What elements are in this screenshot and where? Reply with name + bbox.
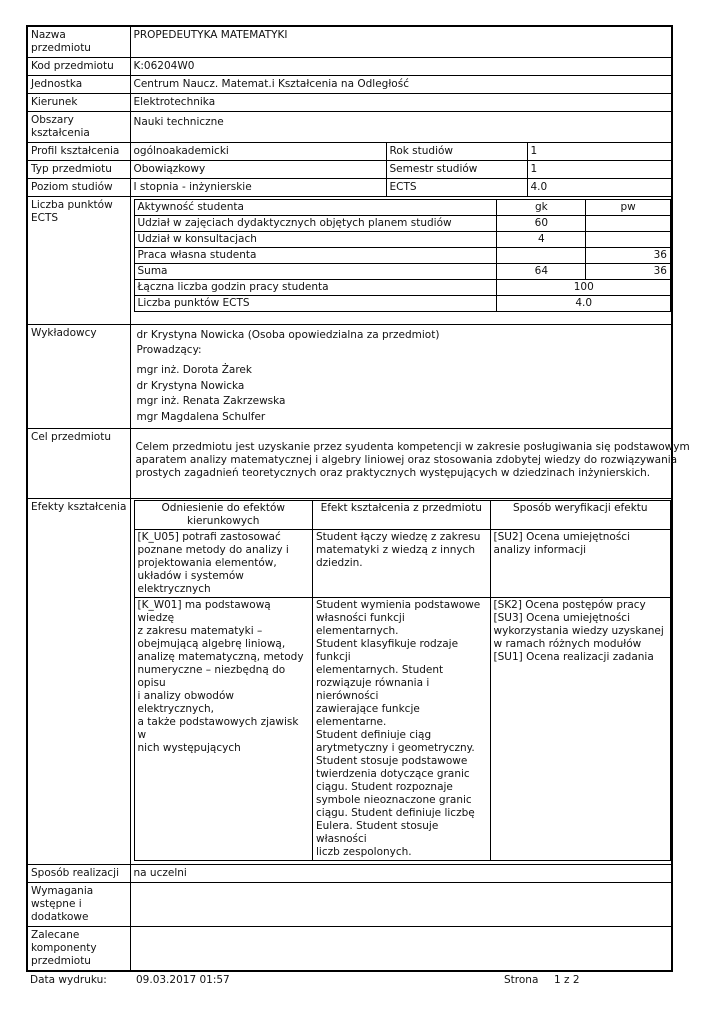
- efekty-header-row: [134, 501, 671, 530]
- ects-row: Praca własna studenta 36: [134, 248, 671, 264]
- value-wymagania: [130, 883, 672, 927]
- label-obszary: Obszary kształcenia: [27, 112, 130, 143]
- label-jednostka: Jednostka: [27, 76, 130, 94]
- row-cel: [27, 429, 672, 499]
- lecturer-name: dr Krystyna Nowicka: [136, 379, 245, 392]
- label-kod: Kod przedmiotu: [27, 58, 130, 76]
- ects-header-gk: gk: [497, 200, 586, 216]
- value-zalecane: [130, 927, 672, 972]
- row-kierunek: [27, 94, 672, 112]
- ects-total-hours-row: Łączna liczba godzin pracy studenta 100: [134, 280, 671, 296]
- efekty-verify: [SK2] Ocena postępów pracy [SU3] Ocena umiejętności wykorzystania wiedzy uzyskanej w ramach różnych modułów [SU1] Ocena realizacji zadania: [490, 598, 670, 861]
- efekty-effect: Student wymienia podstawowe własności funkcji elementarnych. Student klasyfikuje rodzaje funkcji elementarnych. Student rozwiązuje równania i nierówności zawierające funkcje elementarne. Student definiuje ciąg arytmetyczny i geometryczny. Student stosuje podstawowe twierdzenia dotyczące granic ciągu. Student rozpoznaje symbole nieoznaczone granic ciągu. Student definiuje liczbę Eulera. Student stosuje własności liczb zespolonych.: [313, 598, 491, 861]
- cel-text: Celem przedmiotu jest uzyskanie przez syudenta kompetencji w zakresie posługiwania się podstawowym aparatem analizy matematycznej i algebry liniowej oraz stosowania zdobytej wiedzy do rozwiązywania prostych zagadnień teoretycznych oraz praktycznych występujących w dziedzinach inżynierskich.: [130, 429, 672, 499]
- value-profil: ogólnoakademicki: [130, 143, 386, 161]
- row-efekty: [27, 499, 672, 865]
- label-wymagania: Wymagania wstępne i dodatkowe: [27, 883, 130, 927]
- label-cel: Cel przedmiotu: [27, 429, 130, 499]
- wykladowcy-block: [130, 325, 672, 429]
- ects-row: Suma 64 36: [134, 264, 671, 280]
- label-semestr: Semestr studiów: [386, 161, 527, 179]
- efekty-row: [134, 598, 671, 861]
- ects-table: [134, 199, 672, 312]
- value-ects: 4.0: [527, 179, 672, 197]
- ects-header-activity: Aktywność studenta: [134, 200, 497, 216]
- label-kierunek: Kierunek: [27, 94, 130, 112]
- responsible-person: dr Krystyna Nowicka (Osoba opowiedzialna za przedmiot): [136, 329, 440, 341]
- label-poziom: Poziom studiów: [27, 179, 130, 197]
- row-typ: [27, 161, 672, 179]
- label-liczba-ects: Liczba punktów ECTS: [27, 197, 130, 325]
- lecturer-name: mgr inż. Dorota Żarek: [136, 364, 252, 376]
- print-date-value: 09.03.2017 01:57: [136, 974, 230, 986]
- row-profil: [27, 143, 672, 161]
- row-sposob: [27, 865, 672, 883]
- label-nazwa: Nazwa przedmiotu: [27, 26, 130, 58]
- efekty-effect: Student łączy wiedzę z zakresu matematyki z wiedzą z innych dziedzin.: [313, 530, 491, 598]
- row-wymagania: [27, 883, 672, 927]
- efekty-ref: [K_W01] ma podstawową wiedzę z zakresu matematyki – obejmującą algebrę liniową, analizę matematyczną, metody numeryczne – niezbędną do opisu i analizy obwodów elektrycznych, a także podstawowych zjawisk w nich występujących: [134, 598, 313, 861]
- value-poziom: I stopnia - inżynierskie: [130, 179, 386, 197]
- value-rok: 1: [527, 143, 672, 161]
- course-table: [26, 25, 690, 972]
- efekty-verify: [SU2] Ocena umiejętności analizy informacji: [490, 530, 670, 598]
- value-semestr: 1: [527, 161, 672, 179]
- lecturer-name: mgr inż. Renata Zakrzewska: [136, 395, 286, 407]
- label-rok: Rok studiów: [386, 143, 527, 161]
- value-jednostka: Centrum Naucz. Matemat.i Kształcenia na Odległość: [130, 76, 672, 94]
- value-kod: K:06204W0: [130, 58, 672, 76]
- value-nazwa: PROPEDEUTYKA MATEMATYKI: [130, 26, 672, 58]
- row-kod: [27, 58, 672, 76]
- ects-header-row: [134, 200, 671, 216]
- row-zalecane: [27, 927, 672, 972]
- label-efekty: Efekty kształcenia: [27, 499, 130, 865]
- value-sposob: na uczelni: [130, 865, 672, 883]
- row-wykladowcy: [27, 325, 672, 429]
- ects-header-pw: pw: [586, 200, 671, 216]
- efekty-header-ref: Odniesienie do efektów kierunkowych: [134, 501, 313, 530]
- label-typ: Typ przedmiotu: [27, 161, 130, 179]
- efekty-header-verify: Sposób weryfikacji efektu: [490, 501, 670, 530]
- label-sposob: Sposób realizacji: [27, 865, 130, 883]
- efekty-table: [134, 500, 672, 861]
- efekty-row: [134, 530, 671, 598]
- ects-row: Udział w konsultacjach 4: [134, 232, 671, 248]
- row-jednostka: [27, 76, 672, 94]
- ects-total-points-row: Liczba punktów ECTS 4.0: [134, 296, 671, 312]
- lecturer-name: mgr Magdalena Schulfer: [136, 410, 266, 423]
- row-poziom: [27, 179, 672, 197]
- row-ects-table: [27, 197, 672, 325]
- course-card: [26, 25, 690, 972]
- row-obszary: [27, 112, 672, 143]
- label-ects: ECTS: [386, 179, 527, 197]
- label-zalecane: Zalecane komponenty przedmiotu: [27, 927, 130, 972]
- page-number: 1 z 2: [554, 974, 580, 986]
- print-date-label: Data wydruku:: [30, 974, 107, 986]
- value-kierunek: Elektrotechnika: [130, 94, 672, 112]
- label-wykladowcy: Wykładowcy: [27, 325, 130, 429]
- value-obszary: Nauki techniczne: [130, 112, 672, 143]
- efekty-header-effect: Efekt kształcenia z przedmiotu: [313, 501, 491, 530]
- page-label: Strona: [504, 974, 539, 986]
- label-profil: Profil kształcenia: [27, 143, 130, 161]
- efekty-ref: [K_U05] potrafi zastosować poznane metody do analizy i projektowania elementów, układów i systemów elektrycznych: [134, 530, 313, 598]
- value-typ: Obowiązkowy: [130, 161, 386, 179]
- prowadzacy-label: Prowadzący:: [136, 344, 202, 356]
- row-nazwa: [27, 26, 672, 58]
- ects-row: Udział w zajęciach dydaktycznych objętych planem studiów 60: [134, 216, 671, 232]
